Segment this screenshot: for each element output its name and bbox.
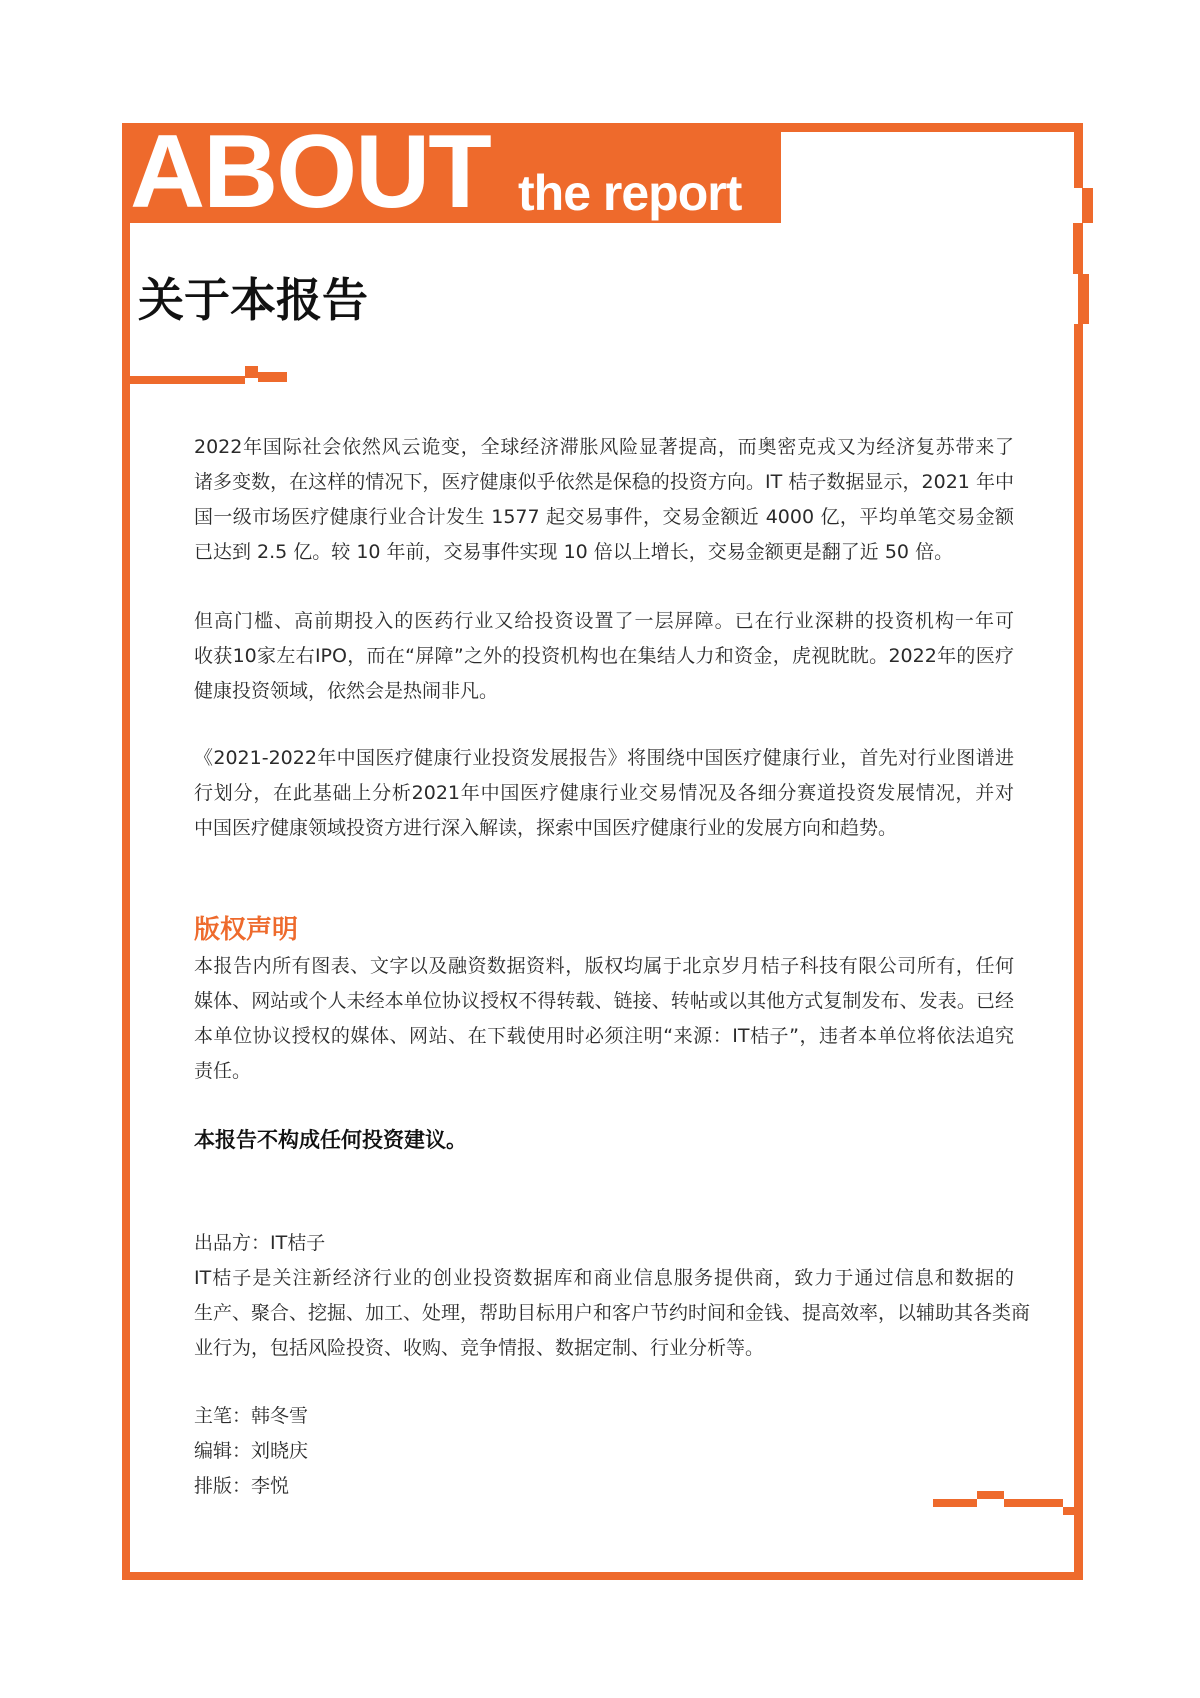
about-subtitle: the report: [518, 165, 742, 221]
frame-bottom: [122, 1572, 1083, 1580]
text-line: 业行为，包括风险投资、收购、竞争情报、数据定制、行业分析等。: [194, 1337, 765, 1359]
text-line: 国一级市场医疗健康行业合计发生 1577 起交易事件，交易金额近 4000 亿，平均单笔交易金额: [194, 506, 1014, 528]
deco-step: [258, 372, 287, 382]
text-line: 行划分，在此基础上分析2021年中国医疗健康行业交易情况及各细分赛道投资发展情况，并对: [194, 782, 1014, 804]
text-line: 媒体、网站或个人未经本单位协议授权不得转载、链接、转帖或以其他方式复制发布、发表。已经: [194, 990, 1014, 1012]
credit-editor: 编辑：刘晓庆: [194, 1440, 309, 1462]
frame-right: [1073, 223, 1083, 274]
text-line: 2022年国际社会依然风云诡变，全球经济滞胀风险显著提高，而奥密克戎又为经济复苏带来了: [194, 436, 1014, 458]
deco-step: [1063, 1507, 1075, 1515]
frame-top: [781, 123, 1083, 132]
text-line: 责任。: [194, 1060, 252, 1082]
credit-layout: 排版：李悦: [194, 1475, 290, 1497]
text-line: 《2021-2022年中国医疗健康行业投资发展报告》将围绕中国医疗健康行业，首先对行业图谱进: [194, 747, 1014, 769]
text-line: IT桔子是关注新经济行业的创业投资数据库和商业信息服务提供商，致力于通过信息和数据的: [194, 1267, 1014, 1289]
text-line: 健康投资领域，依然会是热闹非凡。: [194, 680, 499, 702]
credits: [194, 1399, 1014, 1504]
text-line: 本单位协议授权的媒体、网站、在下载使用时必须注明“来源：IT桔子”，违者本单位将依法追究: [194, 1025, 1014, 1047]
deco-line: [122, 376, 245, 384]
text-line: 诸多变数，在这样的情况下，医疗健康似乎依然是保稳的投资方向。IT 桔子数据显示，2021 年中: [194, 471, 1014, 493]
text-line: 但高门槛、高前期投入的医药行业又给投资设置了一层屏障。已在行业深耕的投资机构一年可: [194, 610, 1014, 632]
frame-left: [122, 123, 130, 1580]
credit-writer: 主笔：韩冬雪: [194, 1405, 309, 1427]
frame-right: [1074, 123, 1083, 188]
text-line: 已达到 2.5 亿。较 10 年前，交易事件实现 10 倍以上增长，交易金额更是翻了近 50 倍。: [194, 541, 954, 563]
frame-right-notch: [1078, 274, 1089, 324]
text-line: 本报告内所有图表、文字以及融资数据资料，版权均属于北京岁月桔子科技有限公司所有，任何: [194, 955, 1014, 977]
disclaimer: 本报告不构成任何投资建议。: [194, 1128, 467, 1152]
frame-right-notch: [1082, 188, 1093, 223]
page-title: 关于本报告: [138, 273, 368, 327]
producer-section: [194, 1226, 1031, 1366]
deco-step: [245, 366, 258, 378]
text-line: 收获10家左右IPO，而在“屏障”之外的投资机构也在集结人力和资金，虎视眈眈。2022年的医疗: [194, 645, 1014, 667]
text-line: 生产、聚合、挖掘、加工、处理，帮助目标用户和客户节约时间和金钱、提高效率，以辅助其各类商: [194, 1302, 1031, 1324]
frame-right: [1074, 324, 1083, 1580]
intro-paragraph-3: [194, 741, 1014, 846]
about-heading: ABOUT: [130, 114, 490, 230]
intro-paragraph-2: [194, 604, 1014, 709]
copyright-paragraph: [194, 949, 1014, 1089]
copyright-heading: 版权声明: [194, 915, 299, 945]
producer-label: 出品方：IT桔子: [194, 1232, 326, 1254]
text-line: 中国医疗健康领域投资方进行深入解读，探索中国医疗健康行业的发展方向和趋势。: [194, 817, 898, 839]
intro-paragraph-1: [194, 430, 1014, 570]
